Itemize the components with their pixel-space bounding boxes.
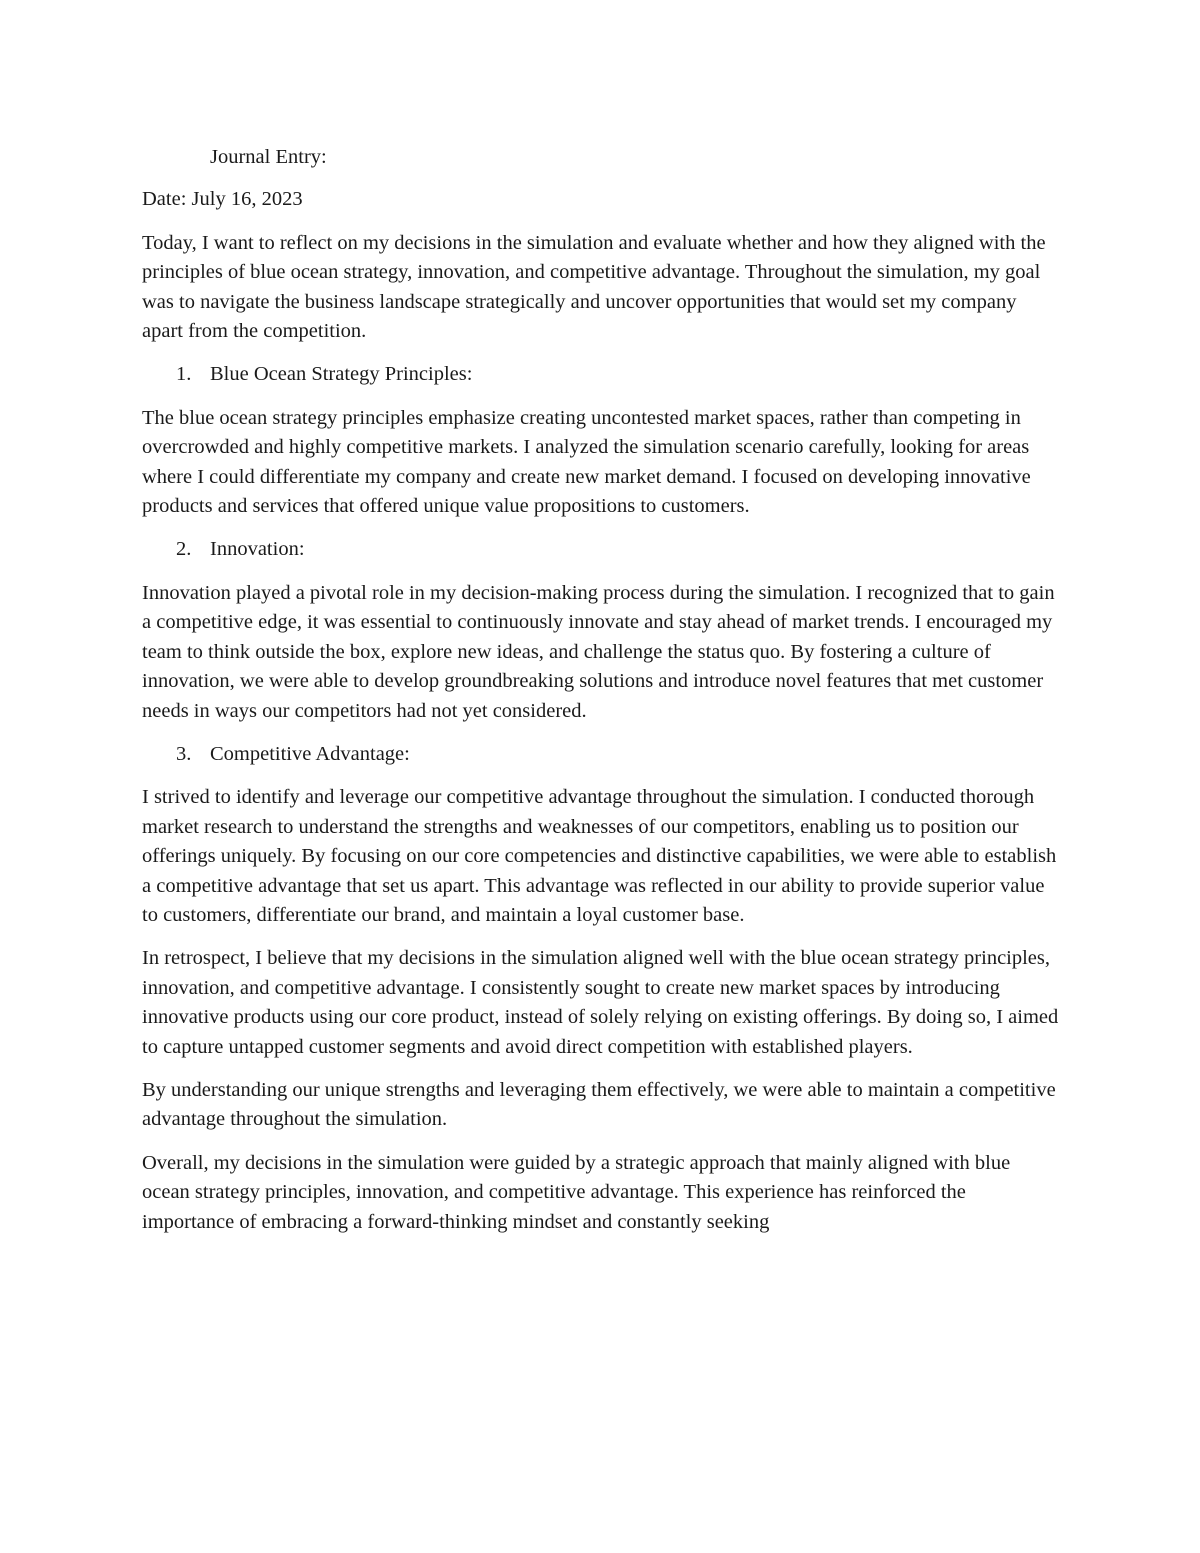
section-heading-label: Innovation: (210, 538, 305, 561)
closing-paragraph-retrospect: In retrospect, I believe that my decisions in the simulation aligned well with the blue ocean strategy principles, innovation, and competitive advantage. I consistently sought to create new market spaces by introducing innovative products using our core product, instead of solely relying on existing offerings. By doing so, I aimed to capture untapped customer segments and avoid direct competition with established players. (142, 947, 1059, 1058)
section-body-blue-ocean: The blue ocean strategy principles emphasize creating uncontested market spaces, rather than competing in overcrowded and highly competitive markets. I analyzed the simulation scenario carefully, looking for areas where I could differentiate my company and create new market demand. I focused on developing innovative products and services that offered unique value propositions to customers. (142, 406, 1031, 518)
section-number: 3. (176, 742, 192, 765)
section-number: 1. (176, 363, 192, 386)
section-heading-competitive-advantage (142, 740, 1062, 769)
section-number: 2. (176, 538, 192, 561)
intro-paragraph: Today, I want to reflect on my decisions in the simulation and evaluate whether and how they aligned with the principles of blue ocean strategy, innovation, and competitive advantage. Throughout the simulation, my goal was to navigate the business landscape strategically and uncover opportunities that would set my company apart from the competition. (142, 231, 1046, 343)
section-heading-label: Blue Ocean Strategy Principles: (210, 363, 473, 386)
document-page (142, 143, 1062, 1251)
document-date: Date: July 16, 2023 (142, 188, 303, 211)
section-body-competitive-advantage: I strived to identify and leverage our competitive advantage throughout the simulation. I conducted thorough market research to understand the strengths and weaknesses of our competitors, enabling us to position our offerings uniquely. By focusing on our core competencies and distinctive capabilities, we were able to establish a competitive advantage that set us apart. This advantage was reflected in our ability to provide superior value to customers, differentiate our brand, and maintain a loyal customer base. (142, 786, 1057, 926)
document-title: Journal Entry: (210, 146, 327, 168)
closing-paragraph-overall: Overall, my decisions in the simulation were guided by a strategic approach that mainly aligned with blue ocean strategy principles, innovation, and competitive advantage. This experience has reinforced the importance of embracing a forward-thinking mindset and constantly seeking (142, 1151, 1011, 1233)
section-heading-label: Competitive Advantage: (210, 742, 410, 765)
section-body-innovation: Innovation played a pivotal role in my decision-making process during the simulation. I recognized that to gain a competitive edge, it was essential to continuously innovate and stay ahead of market trends. I encouraged my team to think outside the box, explore new ideas, and challenge the status quo. By fostering a culture of innovation, we were able to develop groundbreaking solutions and introduce novel features that met customer needs in ways our competitors had not yet considered. (142, 581, 1055, 722)
section-heading-innovation (142, 535, 1062, 564)
section-heading-blue-ocean (142, 360, 1062, 389)
closing-paragraph-strengths: By understanding our unique strengths and leveraging them effectively, we were able to maintain a competitive advantage throughout the simulation. (142, 1078, 1056, 1131)
